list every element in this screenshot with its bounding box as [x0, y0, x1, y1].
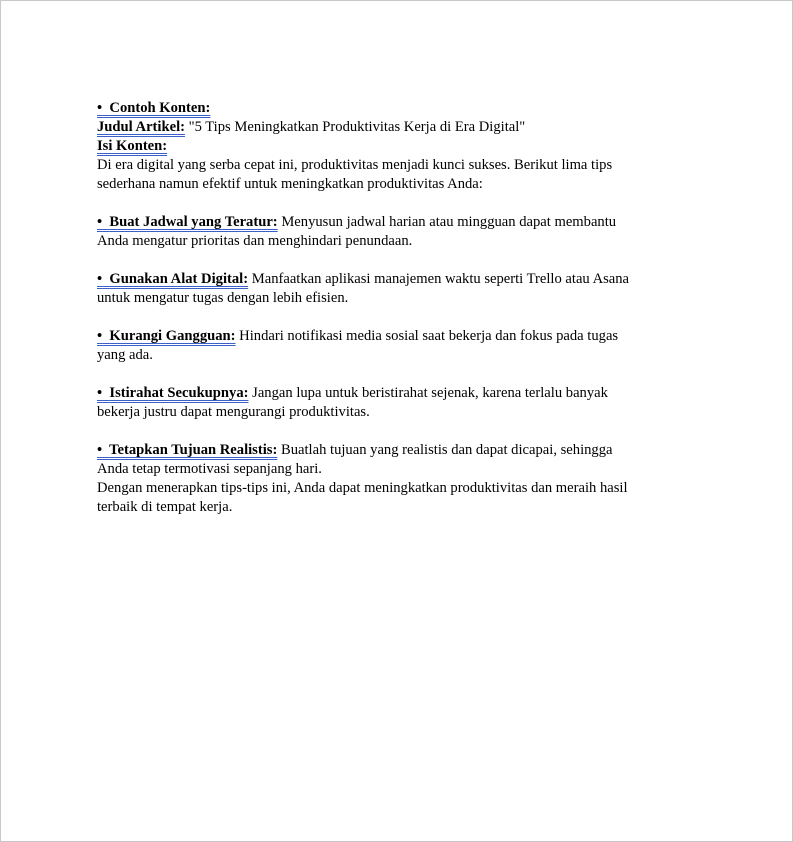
- paragraph-gap: [97, 365, 697, 384]
- tip-text-continued: Anda mengatur prioritas dan menghindari penundaan.: [97, 233, 413, 249]
- tip-item-5: [97, 441, 697, 479]
- tip-text: Buatlah tujuan yang realistis dan dapat dicapai, sehingga: [280, 442, 613, 458]
- isi-konten-line: [97, 137, 697, 156]
- bullet: •: [97, 100, 103, 116]
- tip-text: Hindari notifikasi media sosial saat bekerja dan fokus pada tugas: [239, 328, 619, 344]
- tip-text-continued: Anda tetap termotivasi sepanjang hari.: [97, 461, 322, 477]
- paragraph-gap: [97, 251, 697, 270]
- tip-title: Tetapkan Tujuan Realistis:: [109, 442, 278, 458]
- tip-text: Manfaatkan aplikasi manajemen waktu seperti Trello atau Asana: [251, 271, 630, 287]
- intro-line-1: Di era digital yang serba cepat ini, produktivitas menjadi kunci sukses. Berikut lima tips: [97, 157, 613, 173]
- closing-line-2: terbaik di tempat kerja.: [97, 499, 233, 515]
- tip-text: Jangan lupa untuk beristirahat sejenak, karena terlalu banyak: [252, 385, 608, 401]
- tip-text-continued: untuk mengatur tugas dengan lebih efisien.: [97, 290, 349, 306]
- judul-artikel-label: Judul Artikel:: [97, 119, 185, 135]
- contoh-konten-label: Contoh Konten:: [109, 100, 211, 116]
- tip-text-continued: yang ada.: [97, 347, 153, 363]
- bullet: •: [97, 385, 103, 401]
- tip-item-3: [97, 327, 697, 365]
- closing-line-1: Dengan menerapkan tips-tips ini, Anda dapat meningkatkan produktivitas dan meraih hasil: [97, 480, 628, 496]
- tip-item-2: [97, 270, 697, 308]
- tip-title: Istirahat Secukupnya:: [109, 385, 249, 401]
- tip-title: Gunakan Alat Digital:: [109, 271, 249, 287]
- tip-text: Menyusun jadwal harian atau mingguan dapat membantu: [281, 214, 617, 230]
- bullet: •: [97, 271, 103, 287]
- judul-artikel-value: "5 Tips Meningkatkan Produktivitas Kerja di Era Digital": [188, 119, 526, 135]
- tip-title: Buat Jadwal yang Teratur:: [109, 214, 278, 230]
- tip-title: Kurangi Gangguan:: [109, 328, 236, 344]
- bullet: •: [97, 328, 103, 344]
- isi-konten-label: Isi Konten:: [97, 138, 168, 154]
- paragraph-gap: [97, 422, 697, 441]
- bullet: •: [97, 214, 103, 230]
- tip-item-1: [97, 213, 697, 251]
- paragraph-gap: [97, 194, 697, 213]
- paragraph-gap: [97, 308, 697, 327]
- judul-artikel-line: [97, 118, 697, 137]
- document-body[interactable]: [97, 99, 697, 517]
- bullet: •: [97, 442, 103, 458]
- intro-line-2: sederhana namun efektif untuk meningkatkan produktivitas Anda:: [97, 176, 483, 192]
- contoh-konten-heading: [97, 99, 697, 118]
- tip-text-continued: bekerja justru dapat mengurangi produktivitas.: [97, 404, 370, 420]
- tip-item-4: [97, 384, 697, 422]
